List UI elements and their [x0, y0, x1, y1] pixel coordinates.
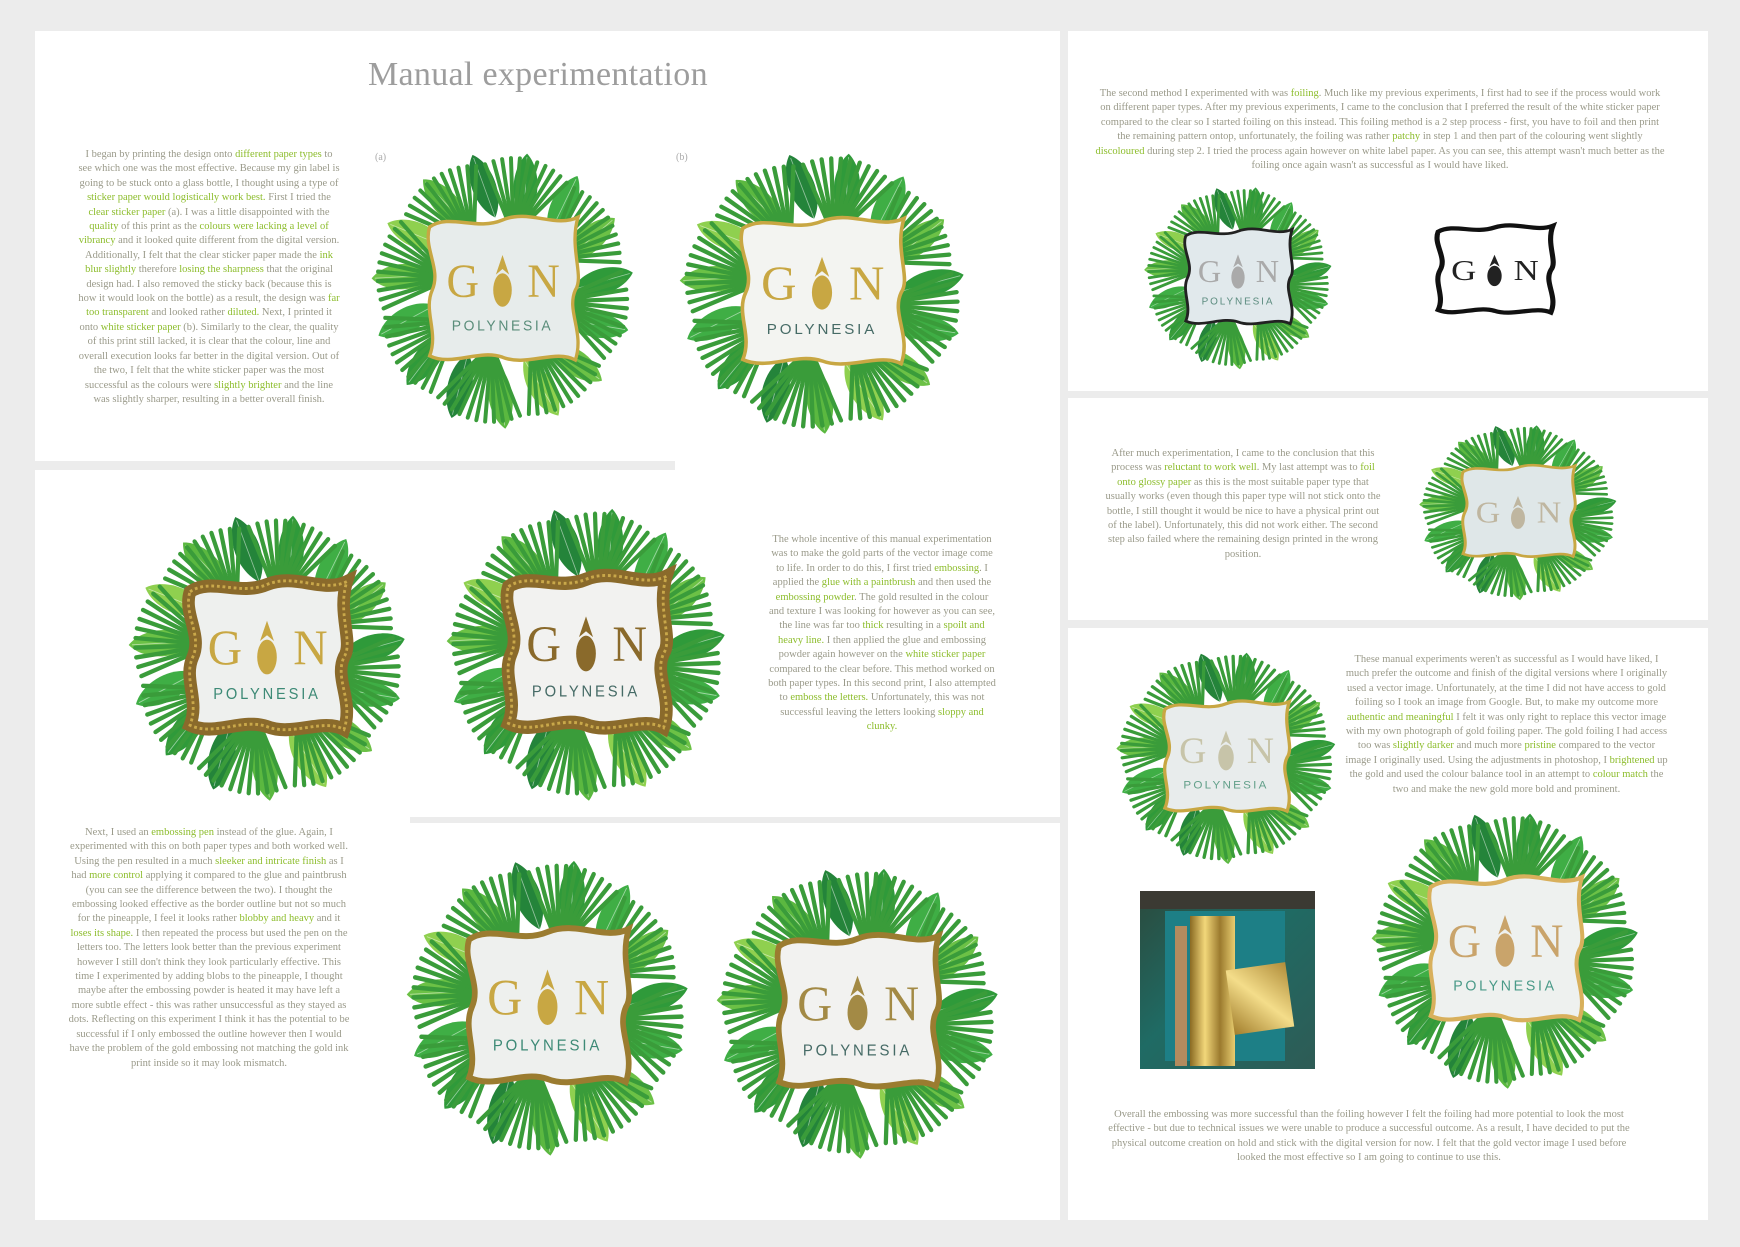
body-text: that the original design had. I also removed the sticky back (because this is how it would look on the bottle) as a result, the design was	[78, 264, 333, 305]
body-text: After much experimentation, I came to the conclusion that this process was	[1111, 448, 1375, 474]
svg-text:POLYNESIA: POLYNESIA	[1201, 296, 1275, 308]
highlight-phrase: colour match	[1592, 769, 1648, 781]
svg-text:POLYNESIA: POLYNESIA	[492, 1037, 603, 1055]
highlight-phrase: clear sticker paper	[88, 206, 166, 218]
body-text: I felt it was only right to replace this vector image with my own photograph of gold foiling paper. The gold foiling I had access too was	[1345, 711, 1668, 752]
gin-label-foil-white-label	[1392, 185, 1597, 355]
body-text: and it	[314, 913, 341, 925]
svg-text:POLYNESIA: POLYNESIA	[1183, 779, 1269, 792]
highlight-phrase: spoilt and heavy line.	[778, 620, 985, 646]
highlight-phrase: sleeker and intricate finish	[215, 855, 327, 867]
text-conclusion-gold	[1344, 653, 1669, 797]
body-text: . My last attempt was to	[1256, 462, 1361, 474]
svg-text:POLYNESIA: POLYNESIA	[213, 685, 321, 704]
body-text: Next, I printed it onto	[79, 307, 332, 333]
body-text: instead of the glue. Again, I experimented with this on both paper types and both worked well. Using the pen resulted in a much	[70, 827, 348, 867]
gin-label-clear-sticker	[370, 150, 635, 430]
highlight-phrase: sloppy and clunky.	[866, 706, 984, 733]
caption-a: (a)	[375, 152, 387, 163]
body-text: therefore	[136, 264, 180, 276]
highlight-phrase: embossing powder	[775, 591, 855, 603]
svg-text:G: G	[1451, 254, 1477, 287]
highlight-phrase: emboss the letters.	[790, 692, 869, 704]
svg-text:G: G	[207, 621, 243, 676]
svg-text:G: G	[761, 256, 797, 311]
text-overall-conclusion	[1098, 1108, 1640, 1166]
text-embossing-glue	[768, 533, 996, 735]
body-text: I began by printing the design onto	[85, 149, 236, 160]
body-text: compared to the vector image I originally used. Using the adjustments in photoshop, I	[1345, 740, 1656, 766]
highlight-phrase: blobby and heavy	[239, 913, 315, 925]
highlight-phrase: ink blur slightly	[85, 249, 334, 276]
highlight-phrase: diluted.	[227, 307, 260, 319]
svg-text:G: G	[1447, 915, 1482, 969]
page-title: Manual experimentation	[368, 56, 708, 93]
highlight-phrase: different paper types	[235, 149, 322, 160]
body-text: as this is the most suitable paper type that usually works (even though this paper type will not stick onto the bottle, I still thought it would be nice to have a physical print out of the label). Unfortunately, this did not work either. The second step also failed where the remaining design printed in the wrong position.	[1105, 476, 1381, 560]
body-text: Unfortunately, this was not successful leaving the letters looking	[780, 692, 985, 718]
gin-label-foil-glossy	[1418, 423, 1618, 601]
svg-text:G: G	[526, 615, 562, 673]
body-text: The second method I experimented with was	[1099, 88, 1291, 99]
body-text: as I had	[71, 855, 344, 882]
highlight-phrase: white sticker paper	[905, 649, 986, 661]
body-text: (a). I was a little disappointed with the	[165, 206, 330, 218]
highlight-phrase: losing the sharpness	[179, 264, 264, 276]
gin-label-foil-white-sticker	[1143, 185, 1333, 370]
body-text: and it looked quite different from the digital version. Additionally, I felt that the clear sticker paper made the	[84, 235, 340, 261]
highlight-phrase: embossing pen	[151, 827, 214, 838]
highlight-phrase: loses its shape.	[70, 927, 134, 939]
body-text: (b). Similarly to the clear, the quality of this print still lacked, it is clear that the colour, line and overall execution looks far better in the digital version. Out of the two, I felt that the white sticker paper was the most successful as the colours were	[78, 321, 340, 391]
body-text: First I tried the	[265, 192, 331, 204]
text-foiling	[1095, 87, 1665, 173]
highlight-phrase: sticker paper would logistically work best.	[87, 192, 266, 204]
highlight-phrase: authentic and meaningful	[1346, 711, 1454, 723]
svg-text:N: N	[527, 255, 560, 309]
body-text: the two and make the new gold more bold and prominent.	[1392, 769, 1664, 795]
body-text: . The gold resulted in the colour and texture I was looking for however as you can see, the line was far too	[769, 591, 995, 632]
body-text: Next, I used an	[85, 827, 152, 838]
gin-label-emboss-pen-letters	[715, 865, 1000, 1160]
svg-text:G: G	[1197, 254, 1222, 290]
svg-text:N: N	[293, 621, 328, 676]
body-text: . Much like my previous experiments, I first had to see if the process would work on different paper types. After my previous experiments, I came to the conclusion that I preferred the result of the white sticker paper compared to the clear so I started foiling on this instead. This foiling method is a 2 step process - first, you have to foil and then print the remaining pattern ontop, unfortunately, the foiling was rather	[1100, 88, 1661, 143]
highlight-phrase: thick	[862, 620, 884, 632]
highlight-phrase: reluctant to work well	[1164, 462, 1257, 474]
highlight-phrase: discoloured	[1095, 145, 1145, 157]
highlight-phrase: embossing	[934, 562, 980, 574]
text-embossing-pen	[68, 826, 350, 1071]
body-text: in step 1 and then part of the colouring went slightly	[1420, 131, 1643, 143]
body-text: Overall the embossing was more successful than the foiling however I felt the foiling had more potential to look the most effective - but due to technical issues we were unable to produce a successful outcome. As a result, I have decided to put the physical outcome creation on hold and stick with the digital version for now. I felt that the gold vector image I used before looked the most effective so I am going to continue to use this.	[1108, 1109, 1630, 1164]
svg-text:G: G	[1475, 495, 1501, 530]
body-text: I then repeated the process but used the pen on the letters too. The letters look better than the previous experiment however I still don't think they look particularly effective. This time I experimented by adding blobs to the pineapple, I thought maybe after the embossing powder is heated it may have left a more subtle effect - this was rather unsuccessful as they stayed as dots. Reflecting on this experiment I think it has the potential to be successful if I only embossed the outline however then I would have the problem of the gold embossing not matching the gold ink print inside so it may look mismatch.	[68, 927, 350, 1069]
svg-text:G: G	[1179, 731, 1207, 772]
svg-text:N: N	[612, 615, 648, 673]
highlight-phrase: foiling	[1290, 88, 1319, 99]
body-text: and then used the	[915, 577, 992, 589]
gin-label-digital-final	[1370, 810, 1640, 1090]
highlight-phrase: more control	[89, 870, 144, 882]
highlight-phrase: glue with a paintbrush	[821, 577, 916, 589]
svg-text:N: N	[884, 975, 920, 1032]
svg-text:G: G	[487, 969, 523, 1026]
gin-label-emboss-glue-letters	[445, 505, 727, 802]
divider-strip	[35, 461, 675, 470]
svg-text:N: N	[1530, 915, 1564, 969]
body-text: and much more	[1453, 740, 1525, 752]
highlight-phrase: pristine	[1524, 740, 1556, 752]
svg-text:POLYNESIA: POLYNESIA	[766, 320, 878, 338]
gin-label-emboss-glue-clear	[127, 512, 407, 802]
body-text: applying it compared to the glue and paintbrush (you can see the difference between the two). I thought the embossing looked effective as the border outline but not so much for the pineapple, I feel it looks rather	[72, 870, 347, 925]
body-text: and looked rather	[148, 307, 228, 319]
gin-label-white-sticker	[678, 150, 966, 435]
gin-label-emboss-pen-outline	[405, 857, 690, 1157]
highlight-phrase: brightened	[1609, 754, 1655, 766]
body-text: resulting in a	[883, 620, 944, 632]
body-text: The whole incentive of this manual experimentation was to make the gold parts of the vector image come to life. In order to do this, I first tried	[771, 534, 993, 574]
body-text: These manual experiments weren't as successful as I would have liked, I much prefer the outcome and finish of the digital versions where I originally used a vector image. Unfortunately, at the time I did not have access to gold foiling so I took an image from Google. But, to make my outcome more	[1345, 654, 1668, 709]
svg-text:POLYNESIA: POLYNESIA	[451, 318, 554, 335]
highlight-phrase: far too transparent	[86, 293, 340, 319]
body-text: of this print as the	[118, 221, 200, 233]
highlight-phrase: colours were lacking a level of vibrancy	[78, 221, 329, 247]
svg-text:N: N	[1513, 254, 1539, 287]
svg-text:N: N	[848, 256, 885, 311]
svg-text:G: G	[446, 255, 480, 309]
body-text: during step 2. I tried the process again however on white label paper. As you can see, this attempt wasn't much better as the foiling once again wasn't as successful as I would have liked.	[1144, 145, 1665, 172]
svg-text:N: N	[1536, 495, 1562, 530]
body-text: . I applied the	[772, 562, 988, 589]
divider-strip-2	[410, 817, 1060, 823]
svg-text:G: G	[797, 975, 833, 1032]
body-text: to see which one was the most effective. Because my gin label is going to be stuck onto a glass bottle, I thought using a type of	[78, 149, 340, 189]
highlight-phrase: quality	[89, 221, 119, 233]
svg-text:N: N	[1255, 254, 1280, 290]
svg-text:N: N	[1246, 731, 1275, 772]
svg-text:N: N	[574, 969, 610, 1026]
gin-label-digital-photo-gold	[1115, 650, 1337, 865]
highlight-phrase: slightly darker	[1392, 740, 1454, 752]
body-text: up the gold and used the colour balance tool in an attempt to	[1349, 754, 1668, 781]
highlight-phrase: foil onto glossy paper	[1117, 462, 1375, 488]
body-text: compared to the clear before. This method worked on both paper types. In this second print, I also attempted to	[768, 663, 996, 704]
caption-b: (b)	[676, 152, 688, 163]
highlight-phrase: white sticker paper	[100, 321, 181, 333]
body-text: and the line was slightly sharper, resulting in a better overall finish.	[93, 379, 334, 405]
body-text: I then applied the glue and embossing powder again however on the	[778, 634, 986, 661]
highlight-phrase: patchy	[1392, 131, 1421, 143]
text-paper-types	[78, 148, 340, 407]
gold-foil-photo	[1140, 891, 1315, 1069]
svg-text:POLYNESIA: POLYNESIA	[1453, 978, 1557, 995]
highlight-phrase: slightly brighter	[214, 379, 282, 391]
svg-text:POLYNESIA: POLYNESIA	[531, 683, 641, 701]
text-glossy-paper	[1105, 447, 1381, 562]
svg-text:POLYNESIA: POLYNESIA	[802, 1042, 913, 1060]
